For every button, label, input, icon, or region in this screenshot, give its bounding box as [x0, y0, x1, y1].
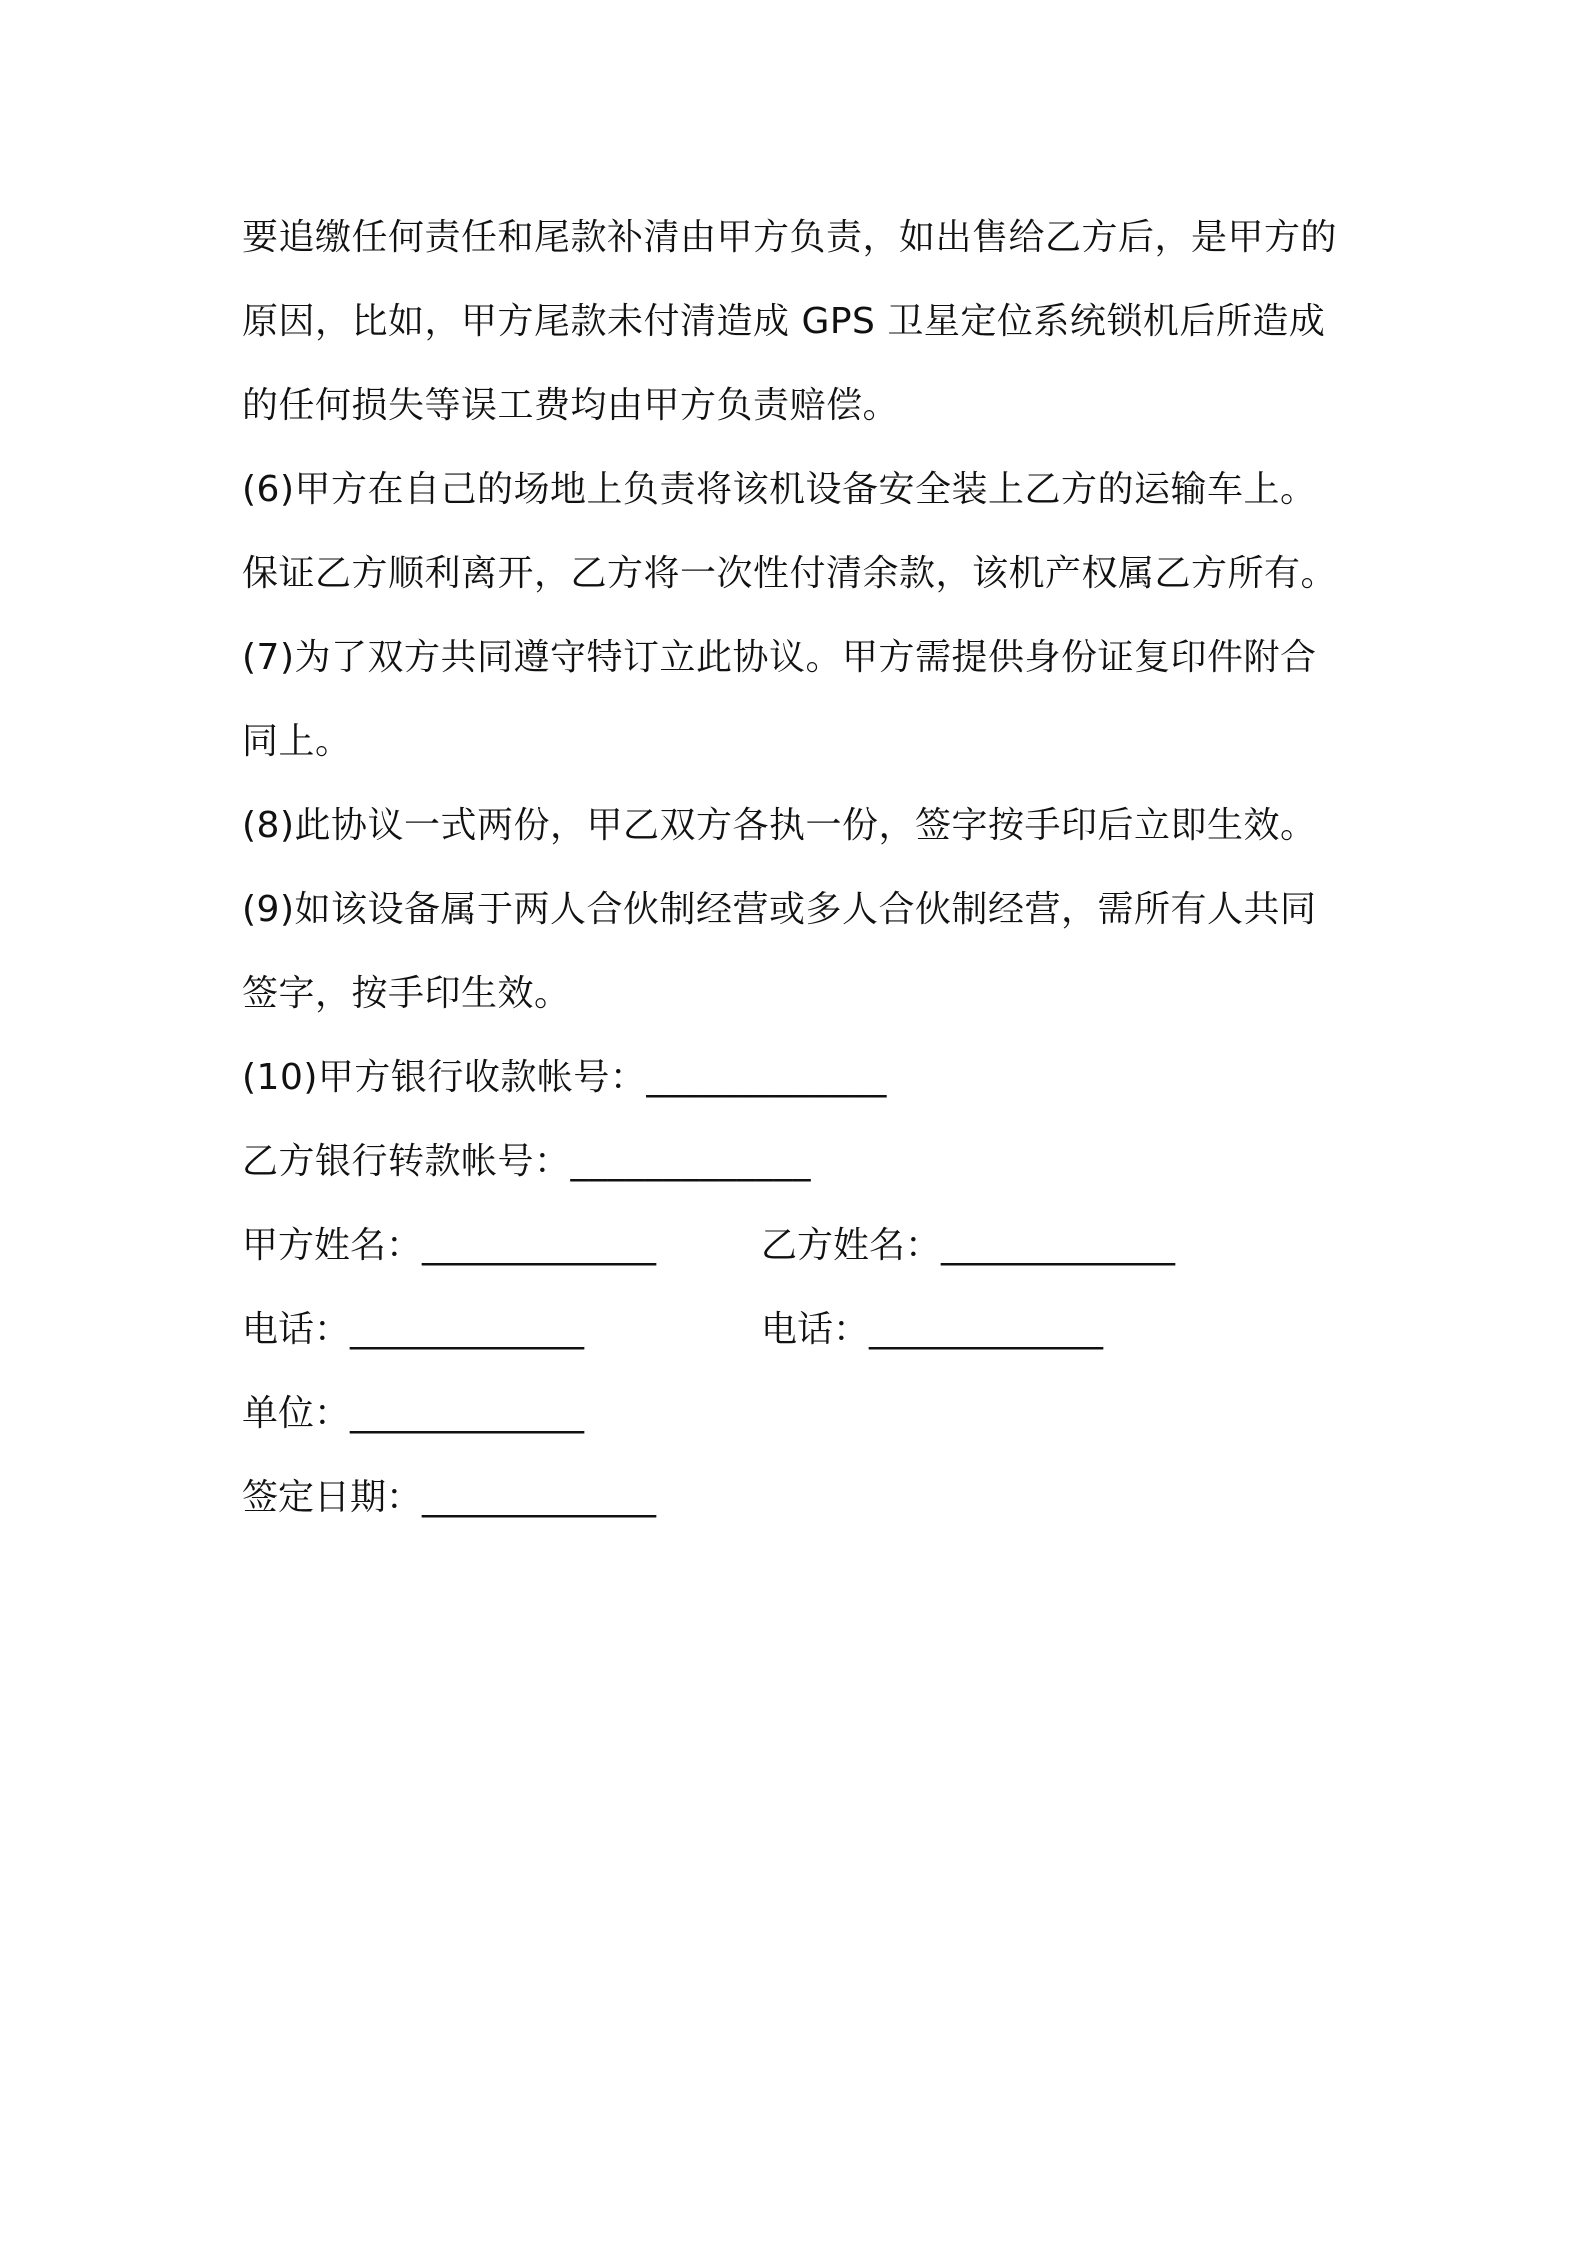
date-row — [242, 1456, 1360, 1540]
clause-9-line: (9)如该设备属于两人合伙制经营或多人合伙制经营，需所有人共同 — [242, 889, 1317, 930]
phone-row — [242, 1288, 1360, 1372]
paragraph-line: 要追缴任何责任和尾款补清由甲方负责，如出售给乙方后，是甲方的 — [242, 217, 1338, 258]
party-b-phone-field: 电话：_____________ — [761, 1309, 1104, 1350]
sign-date-field: 签定日期：_____________ — [242, 1477, 657, 1518]
party-b-name-field: 乙方姓名：_____________ — [761, 1225, 1176, 1266]
clause-7-line: (7)为了双方共同遵守特订立此协议。甲方需提供身份证复印件附合 — [242, 637, 1317, 678]
party-a-bank-account-field: (10)甲方银行收款帐号：_____________ — [242, 1057, 887, 1098]
unit-field: 单位：_____________ — [242, 1393, 585, 1434]
party-a-phone-field: 电话：_____________ — [242, 1309, 585, 1350]
clause-6-line: (6)甲方在自己的场地上负责将该机设备安全装上乙方的运输车上。 — [242, 469, 1317, 510]
clause-6-line: 保证乙方顺利离开，乙方将一次性付清余款，该机产权属乙方所有。 — [242, 553, 1338, 594]
paragraph-line: 的任何损失等误工费均由甲方负责赔偿。 — [242, 385, 900, 426]
clause-7-line: 同上。 — [242, 721, 352, 762]
paragraph-line: 原因，比如，甲方尾款未付清造成 GPS 卫星定位系统锁机后所造成 — [242, 301, 1326, 342]
document-body — [242, 196, 1360, 1540]
name-row — [242, 1204, 1360, 1288]
unit-row — [242, 1372, 1360, 1456]
party-b-bank-account-field: 乙方银行转款帐号：_____________ — [242, 1141, 812, 1182]
party-a-name-field: 甲方姓名：_____________ — [242, 1225, 657, 1266]
clause-9-line: 签字，按手印生效。 — [242, 973, 571, 1014]
clause-8-line: (8)此协议一式两份，甲乙双方各执一份，签字按手印后立即生效。 — [242, 805, 1317, 846]
